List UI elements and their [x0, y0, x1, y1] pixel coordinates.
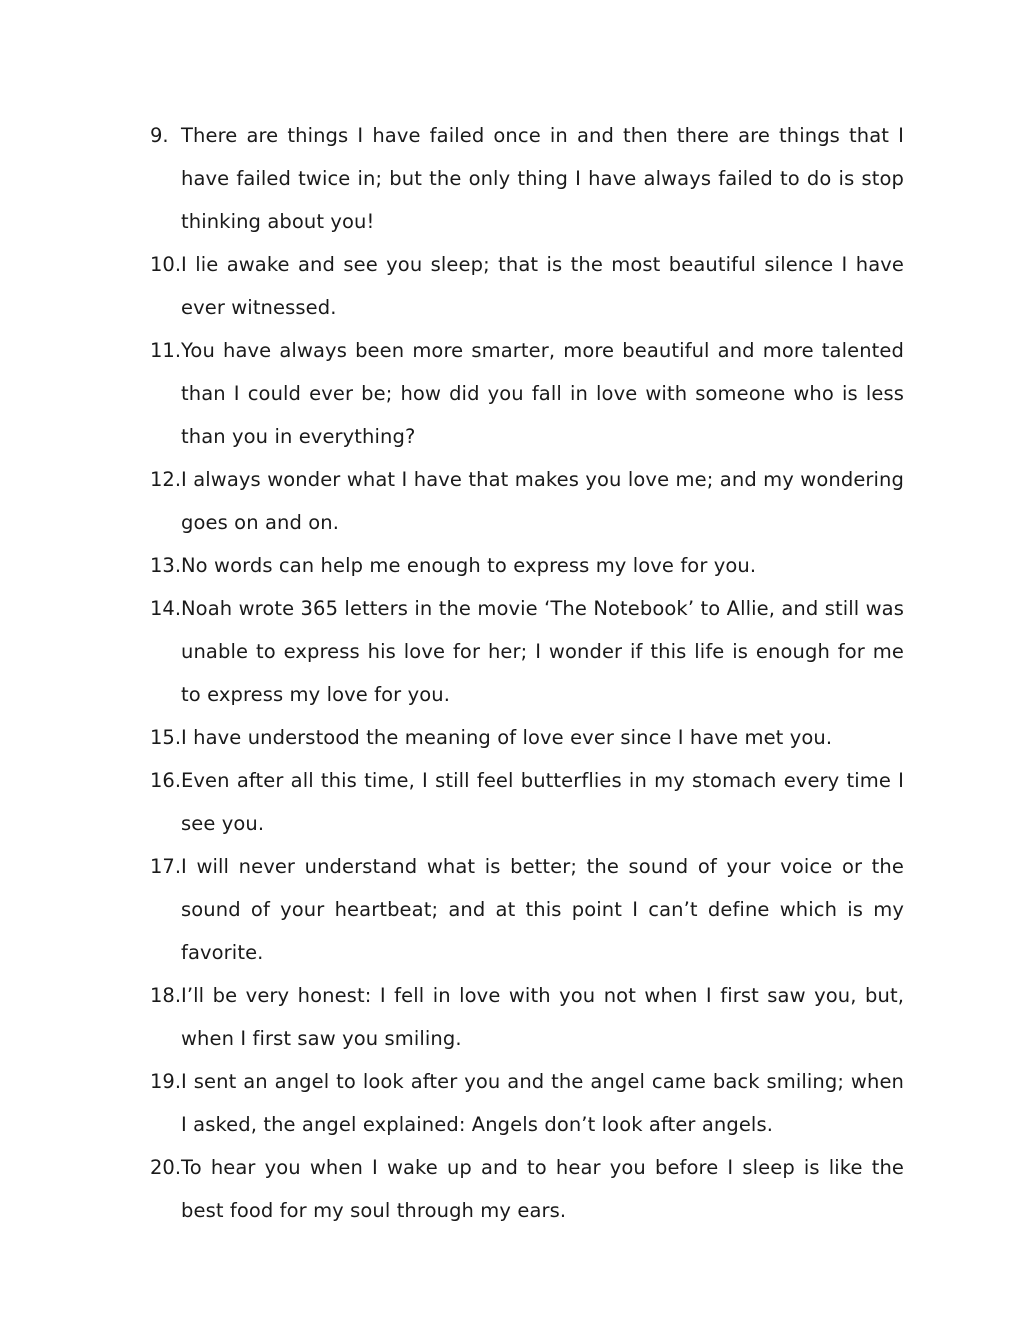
list-item-text: I sent an angel to look after you and the angel came back smiling; when I asked, the angel explained: Angels don’t look after angels. — [181, 1070, 904, 1136]
list-item — [150, 759, 904, 845]
list-item — [150, 974, 904, 1060]
list-item-text: Even after all this time, I still feel butterflies in my stomach every time I see you. — [181, 769, 904, 835]
list-item-number: 10. — [150, 253, 182, 276]
list-item-text: You have always been more smarter, more beautiful and more talented than I could ever be; how did you fall in love with someone who is less than you in everything? — [181, 339, 904, 448]
list-item-text: I always wonder what I have that makes you love me; and my wondering goes on and on. — [181, 468, 904, 534]
list-item-number: 9. — [150, 124, 169, 147]
numbered-list — [150, 114, 904, 1232]
list-item — [150, 544, 904, 587]
list-item — [150, 329, 904, 458]
list-item — [150, 458, 904, 544]
list-item-number: 15. — [150, 726, 182, 749]
list-item — [150, 1146, 904, 1232]
list-item-text: I have understood the meaning of love ever since I have met you. — [181, 726, 833, 749]
list-item-text: I’ll be very honest: I fell in love with you not when I first saw you, but, when I first saw you smiling. — [181, 984, 904, 1050]
list-item-number: 17. — [150, 855, 182, 878]
list-item-text: Noah wrote 365 letters in the movie ‘The Notebook’ to Allie, and still was unable to express his love for her; I wonder if this life is enough for me to express my love for you. — [181, 597, 904, 706]
list-item — [150, 845, 904, 974]
list-item-text: There are things I have failed once in and then there are things that I have failed twice in; but the only thing I have always failed to do is stop thinking about you! — [181, 124, 904, 233]
list-item — [150, 716, 904, 759]
list-item-number: 11. — [150, 339, 182, 362]
list-item-text: No words can help me enough to express my love for you. — [181, 554, 757, 577]
list-item-number: 14. — [150, 597, 182, 620]
list-item — [150, 1060, 904, 1146]
list-item — [150, 114, 904, 243]
list-item — [150, 243, 904, 329]
list-item-number: 13. — [150, 554, 182, 577]
list-item-number: 18. — [150, 984, 182, 1007]
list-item-text: I will never understand what is better; the sound of your voice or the sound of your heartbeat; and at this point I can’t define which is my favorite. — [181, 855, 904, 964]
list-item-number: 19. — [150, 1070, 182, 1093]
list-item-number: 20. — [150, 1156, 182, 1179]
list-item-text: I lie awake and see you sleep; that is the most beautiful silence I have ever witnessed. — [181, 253, 904, 319]
list-item-number: 12. — [150, 468, 182, 491]
list-item-number: 16. — [150, 769, 182, 792]
list-item — [150, 587, 904, 716]
list-item-text: To hear you when I wake up and to hear you before I sleep is like the best food for my soul through my ears. — [181, 1156, 904, 1222]
